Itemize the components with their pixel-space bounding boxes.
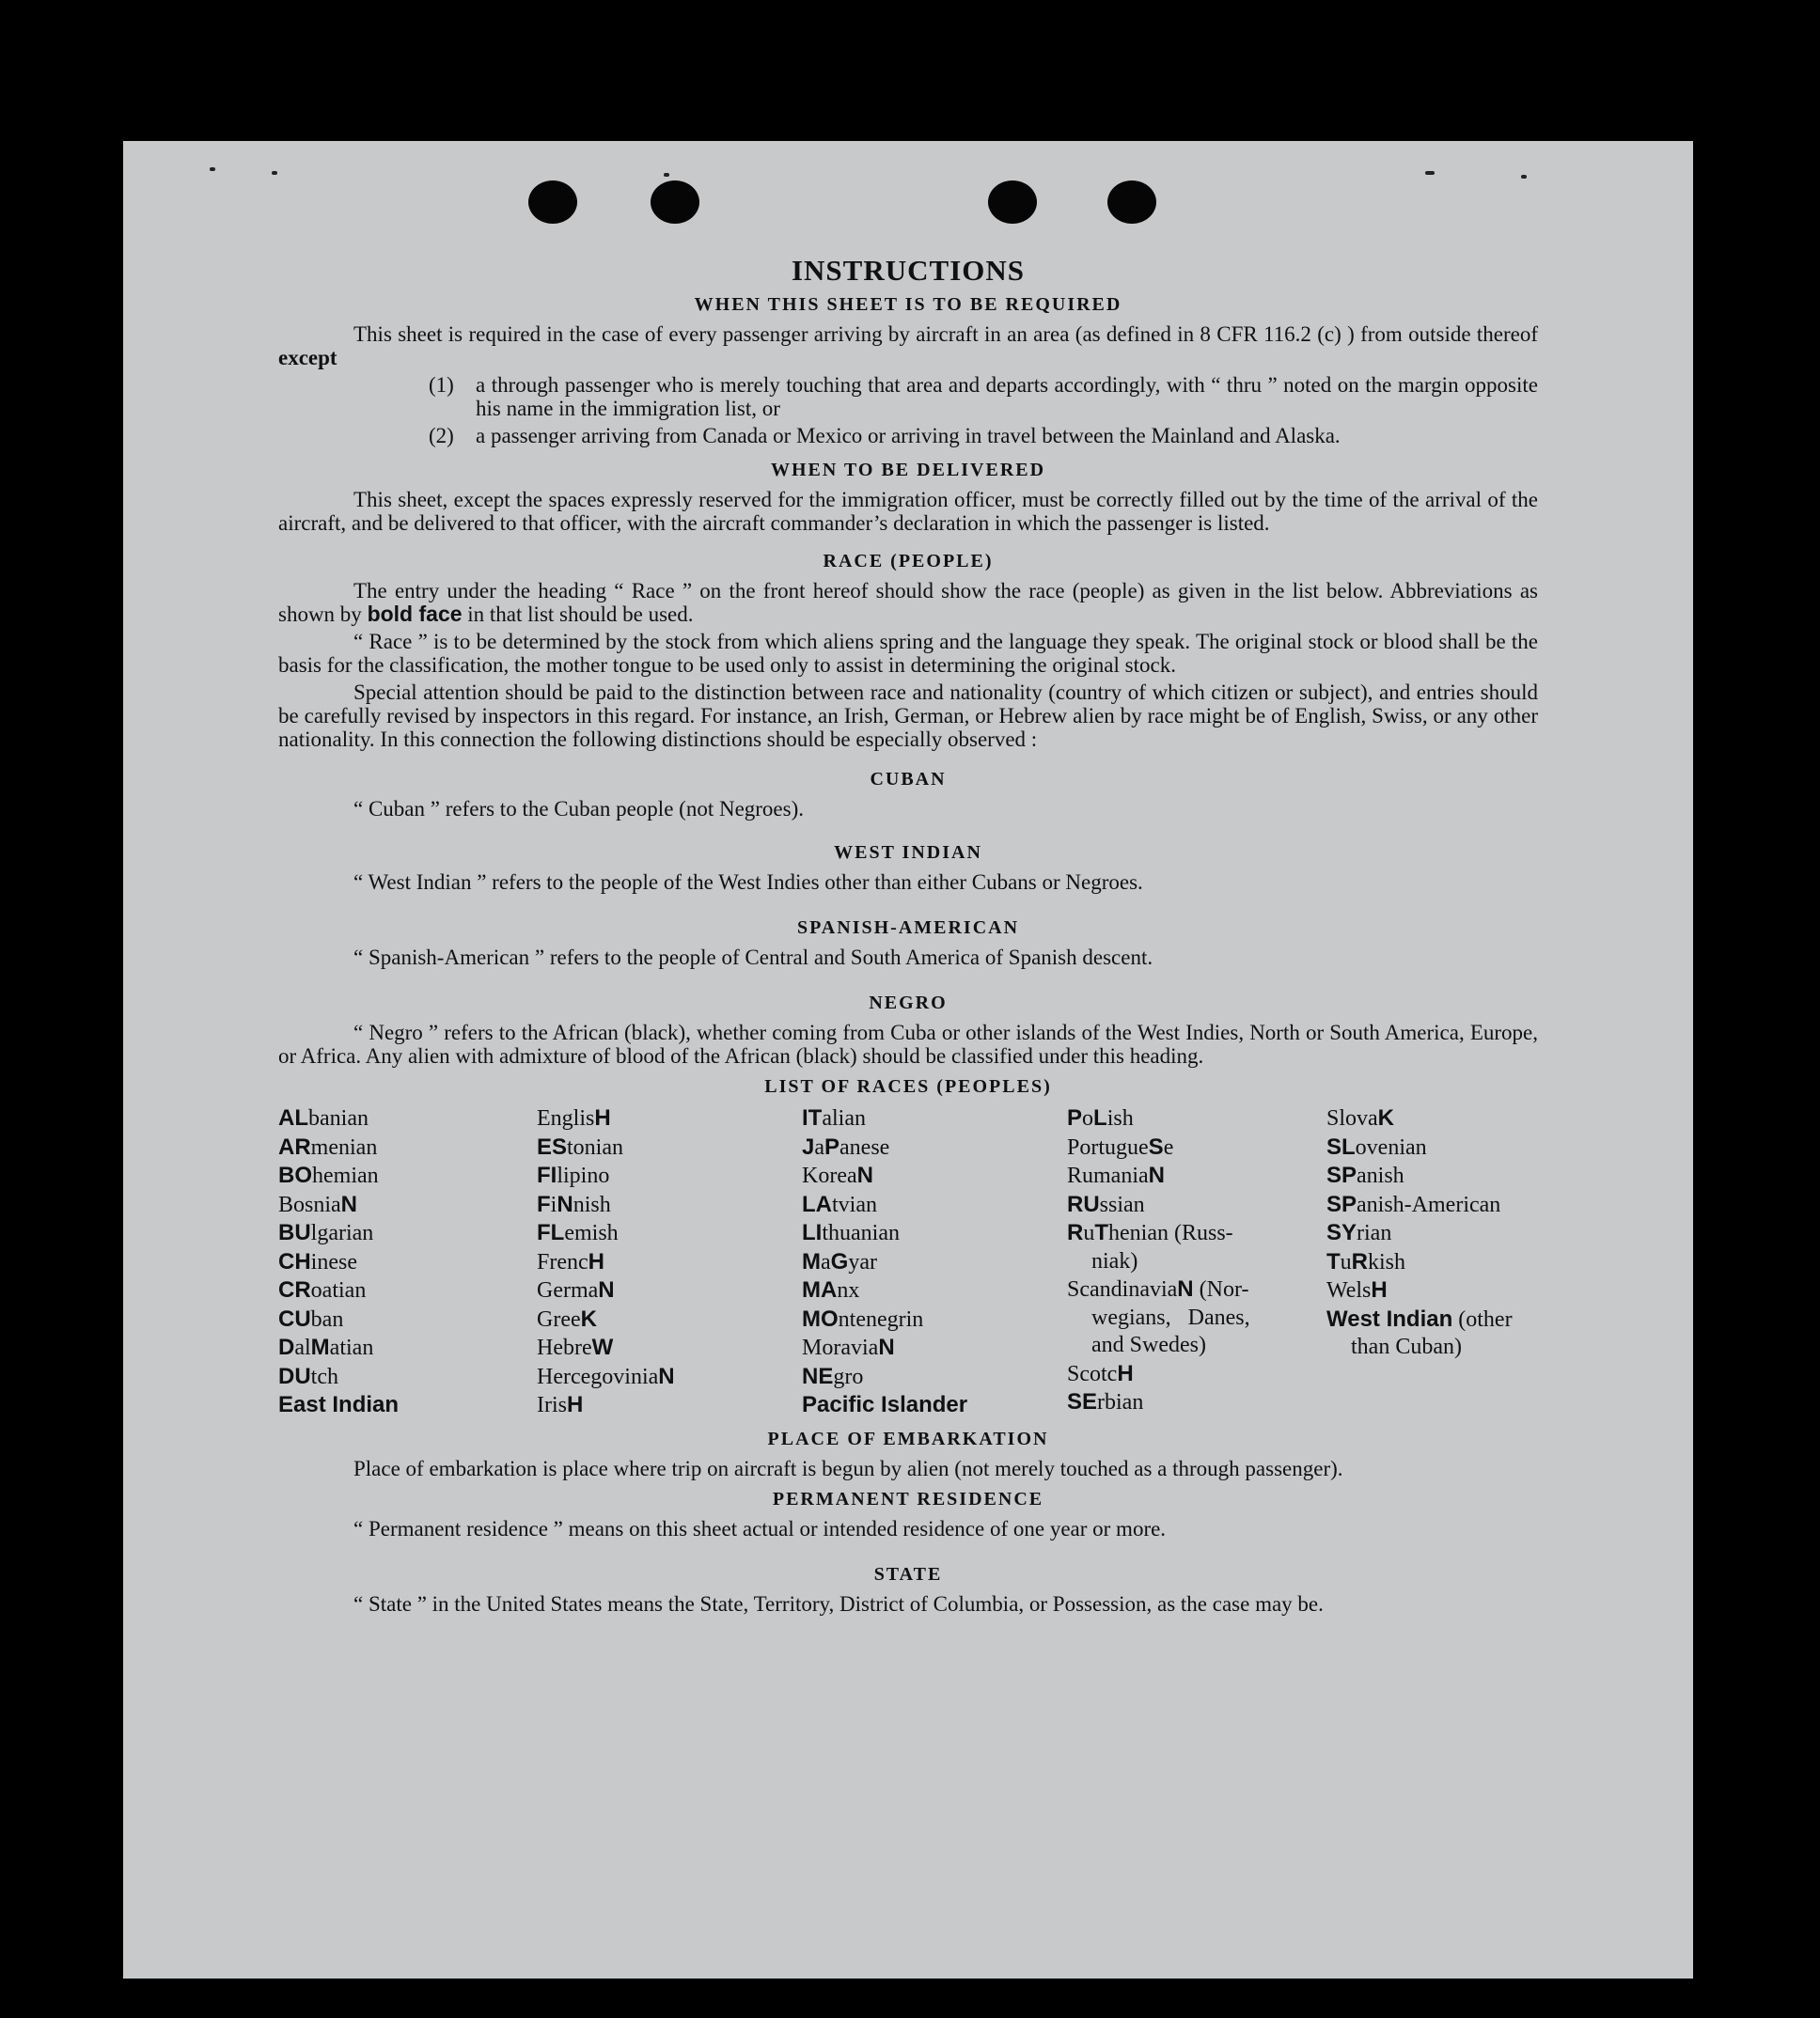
- race-entry: PoLish: [1067, 1105, 1134, 1131]
- race-entry: ScotcH: [1067, 1360, 1134, 1386]
- race-entry: BOhemian: [278, 1163, 379, 1188]
- race-entry: TuRkish: [1326, 1248, 1406, 1275]
- section-heading-list-of-races: LIST OF RACES (PEOPLES): [764, 1076, 1052, 1097]
- race-entry: SlovaK: [1326, 1105, 1395, 1131]
- delivered-text: This sheet, except the spaces expressly reserved for the immigration officer, must be correctly filled out by the time of the arrival of the aircraft, and be delivered to that officer, with the aircraft commander’s declaration in which the passenger is listed.: [278, 488, 1538, 535]
- race-entry: DUtch: [278, 1363, 338, 1389]
- race-entry: CUban: [278, 1306, 344, 1332]
- race-entry: RumaniaN: [1067, 1163, 1165, 1188]
- residence-text: “ Permanent residence ” means on this sheet actual or intended residence of one year or more.: [353, 1516, 1167, 1541]
- race-entry-continuation: niak): [1091, 1248, 1138, 1274]
- races-column: [278, 1104, 537, 1420]
- section-heading-negro: NEGRO: [869, 993, 948, 1013]
- exception-item-2: (2) a passenger arriving from Canada or Mexico or arriving in travel between the Mainland and Alaska.: [429, 424, 1341, 447]
- race-entry: Pacific Islander: [802, 1392, 968, 1417]
- race-entry: GermaN: [537, 1277, 615, 1303]
- punch-hole: [1107, 180, 1156, 224]
- race-entry: NEgro: [802, 1363, 864, 1389]
- punch-hole: [528, 180, 577, 224]
- races-column: [1326, 1104, 1538, 1420]
- race-entry: West Indian (other: [1326, 1306, 1513, 1332]
- race-paragraph-3: Special attention should be paid to the distinction between race and nationality (country of which citizen or subject), and entries should be carefully revised by inspectors in this regard. For instance, an Irish, German, or Hebrew alien by race might be of English, Swiss, or any other nationality. In this connection the following distinctions should be especially observed :: [278, 680, 1538, 751]
- section-heading-embarkation: PLACE OF EMBARKATION: [767, 1428, 1049, 1449]
- race-entry: SPanish-American: [1326, 1191, 1501, 1217]
- race-entry: SLovenian: [1326, 1134, 1427, 1160]
- race-paragraph-1: The entry under the heading “ Race ” on the front hereof should show the race (people) as given in the list below. Abbreviations as shown by bold face in that list should be used.: [278, 579, 1538, 626]
- race-entry: BosniaN: [278, 1191, 358, 1217]
- section-heading-west-indian: WEST INDIAN: [834, 842, 982, 863]
- race-entry: ITalian: [802, 1105, 866, 1131]
- race-entry: SErbian: [1067, 1389, 1144, 1415]
- race-entry: KoreaN: [802, 1163, 873, 1188]
- race-entry: LAtvian: [802, 1191, 877, 1217]
- race-entry: FrencH: [537, 1248, 604, 1275]
- required-intro: This sheet is required in the case of every passenger arriving by aircraft in an area (as defined in 8 CFR 116.2 (c) ) from outside thereof except: [278, 322, 1538, 369]
- race-entry: CHinese: [278, 1248, 357, 1275]
- race-entry: MaGyar: [802, 1248, 877, 1275]
- race-entry-continuation: than Cuban): [1351, 1335, 1462, 1359]
- race-entry: FiNnish: [537, 1191, 611, 1217]
- paper-speck: [272, 171, 277, 175]
- races-column: [802, 1104, 1067, 1420]
- race-entry: SPanish: [1326, 1163, 1404, 1188]
- race-entry: SYrian: [1326, 1220, 1392, 1245]
- race-entry: CRoatian: [278, 1277, 367, 1303]
- paper-speck: [210, 167, 215, 171]
- paper-speck: [664, 173, 669, 177]
- race-entry: RUssian: [1067, 1191, 1145, 1217]
- race-entry: ScandinaviaN (Nor-: [1067, 1276, 1249, 1302]
- punch-hole: [988, 180, 1037, 224]
- race-entry: JaPanese: [802, 1134, 890, 1160]
- punch-hole: [651, 180, 699, 224]
- west-indian-text: “ West Indian ” refers to the people of the West Indies other than either Cubans or Negroes.: [353, 870, 1143, 894]
- state-text: “ State ” in the United States means the State, Territory, District of Columbia, or Possession, as the case may be.: [353, 1591, 1324, 1616]
- paper-speck: [1521, 175, 1527, 179]
- race-entry: RuThenian (Russ-: [1067, 1220, 1233, 1245]
- races-column: [537, 1104, 802, 1420]
- race-entry: DalMatian: [278, 1335, 374, 1360]
- race-entry: IrisH: [537, 1392, 584, 1417]
- race-entry: ARmenian: [278, 1134, 378, 1160]
- race-entry-continuation: and Swedes): [1091, 1333, 1206, 1357]
- spanish-american-text: “ Spanish-American ” refers to the people of Central and South America of Spanish descent.: [353, 946, 1153, 969]
- page-title: INSTRUCTIONS: [791, 254, 1025, 287]
- race-entry: MAnx: [802, 1277, 860, 1303]
- section-heading-delivered: WHEN TO BE DELIVERED: [770, 460, 1046, 480]
- race-paragraph-2: “ Race ” is to be determined by the stock from which aliens spring and the language they speak. The original stock or blood shall be the basis for the classification, the mother tongue to be used only to assist in determining the original stock.: [278, 630, 1538, 677]
- section-heading-cuban: CUBAN: [870, 769, 947, 790]
- races-column: [1067, 1104, 1326, 1420]
- race-entry: LIthuanian: [802, 1220, 900, 1245]
- race-entry: EnglisH: [537, 1105, 611, 1131]
- race-entry: East Indian: [278, 1392, 400, 1417]
- race-entry: BUlgarian: [278, 1220, 374, 1245]
- race-entry: MoraviaN: [802, 1335, 895, 1360]
- document-sheet: [123, 141, 1693, 1979]
- section-heading-race: RACE (PEOPLE): [823, 551, 994, 571]
- section-heading-residence: PERMANENT RESIDENCE: [772, 1488, 1044, 1510]
- section-heading-state: STATE: [873, 1563, 943, 1585]
- race-entry: GreeK: [537, 1306, 597, 1332]
- paper-speck: [1425, 171, 1435, 175]
- race-entry: HebreW: [537, 1335, 614, 1360]
- exception-item-1: (1) a through passenger who is merely touching that area and departs accordingly, with “ thru ” noted on the margin opposite his name in the immigration list, or: [429, 373, 1538, 420]
- embarkation-text: Place of embarkation is place where trip on aircraft is begun by alien (not merely touched as a through passenger).: [353, 1456, 1343, 1480]
- race-entry: ALbanian: [278, 1105, 369, 1131]
- race-entry: FLemish: [537, 1220, 619, 1245]
- race-entry: HercegoviniaN: [537, 1363, 675, 1389]
- race-entry: FIlipino: [537, 1163, 610, 1188]
- race-entry: WelsH: [1326, 1277, 1388, 1303]
- instructions-content: [278, 254, 1538, 1616]
- races-list: [278, 1104, 1538, 1420]
- negro-text: “ Negro ” refers to the African (black), whether coming from Cuba or other islands of the West Indies, North or South America, Europe, or Africa. Any alien with admixture of blood of the African (black) should be classified under this heading.: [278, 1021, 1538, 1068]
- race-entry: MOntenegrin: [802, 1306, 924, 1332]
- section-heading-required: WHEN THIS SHEET IS TO BE REQUIRED: [694, 294, 1122, 315]
- race-entry: EStonian: [537, 1134, 624, 1160]
- race-entry-continuation: wegians, Danes,: [1091, 1305, 1250, 1330]
- section-heading-spanish-american: SPANISH-AMERICAN: [796, 917, 1020, 938]
- race-entry: PortugueSe: [1067, 1134, 1174, 1160]
- cuban-text: “ Cuban ” refers to the Cuban people (not Negroes).: [353, 797, 805, 821]
